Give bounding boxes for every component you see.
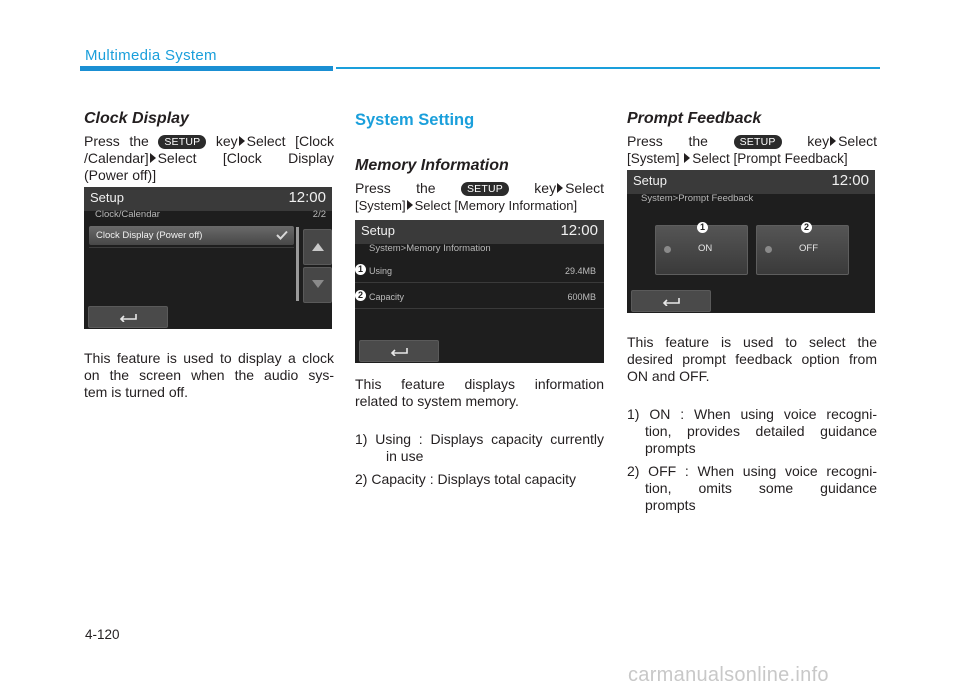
page-indicator: 2/2 <box>312 209 326 220</box>
desc-line: This feature displays information <box>355 376 604 392</box>
memory-row-using <box>355 260 604 283</box>
back-button[interactable] <box>631 290 711 312</box>
arrow-right-icon <box>557 183 563 193</box>
instr-text: Select [Memory Information] <box>414 198 578 213</box>
back-button[interactable] <box>359 340 439 362</box>
list-item: 2) Capacity : Displays total capacity <box>355 471 576 487</box>
scrollbar-track[interactable] <box>296 227 299 301</box>
list-item: 2) OFF : When using voice recogni- <box>627 463 877 479</box>
header-bar-dark <box>80 66 333 71</box>
instr-text: Press the <box>627 133 708 149</box>
instr-text: key <box>807 133 830 149</box>
screen-breadcrumb: Clock/Calendar <box>95 209 160 220</box>
instr-text: Press the <box>355 180 436 196</box>
back-arrow-icon <box>662 296 680 306</box>
setup-key-badge: SETUP <box>461 182 509 196</box>
screen-clock: 12:00 <box>831 172 869 189</box>
memory-heading: Memory Information <box>355 157 509 174</box>
radio-off-icon[interactable] <box>765 246 772 253</box>
instr-text: Select [Clock Display <box>157 150 334 166</box>
option-label: OFF <box>799 243 818 254</box>
num-circle-icon: 2 <box>355 290 366 301</box>
back-button[interactable] <box>88 306 168 328</box>
prompt-heading: Prompt Feedback <box>627 110 762 127</box>
clock-screen <box>84 187 332 329</box>
header-bar-light <box>336 67 880 69</box>
desc-line: ON and OFF. <box>627 368 710 384</box>
memory-instructions <box>355 180 604 214</box>
clock-instructions <box>84 133 334 184</box>
arrow-right-icon <box>150 153 156 163</box>
divider <box>89 247 294 248</box>
row-label: Using <box>369 266 393 276</box>
instr-text: /Calendar] <box>84 150 149 166</box>
instr-text: Press the <box>84 133 149 149</box>
num-circle-icon: 1 <box>697 222 708 233</box>
prompt-instructions <box>627 133 877 167</box>
instr-text: Select <box>565 180 605 196</box>
screen-breadcrumb: System>Memory Information <box>369 243 491 254</box>
row-label: Capacity <box>369 292 405 302</box>
arrow-right-icon <box>830 136 836 146</box>
list-item: tion, provides detailed guidance <box>645 423 877 439</box>
instr-text: [System] <box>355 198 406 213</box>
instr-text: (Power off)] <box>84 167 157 183</box>
instr-text: key <box>534 180 557 196</box>
instr-text: key <box>215 133 238 149</box>
arrow-right-icon <box>684 153 690 163</box>
instr-text: Select [Prompt Feedback] <box>692 151 848 166</box>
chevron-down-icon <box>312 280 324 289</box>
desc-line: desired prompt feedback option from <box>627 351 877 367</box>
arrow-right-icon <box>239 136 245 146</box>
clock-display-item[interactable] <box>89 226 294 245</box>
list-item: prompts <box>645 440 696 456</box>
screen-clock: 12:00 <box>560 222 598 239</box>
instr-text: Select <box>838 133 877 149</box>
clock-heading: Clock Display <box>84 110 189 127</box>
instr-text: Select [Clock <box>246 133 334 149</box>
back-arrow-icon <box>390 346 408 356</box>
row-value: 600MB <box>567 292 596 302</box>
list-item: in use <box>386 448 424 464</box>
checkmark-icon <box>276 230 288 240</box>
num-circle-icon: 2 <box>801 222 812 233</box>
radio-off-icon[interactable] <box>664 246 671 253</box>
prompt-list <box>627 406 877 514</box>
list-item: 1) Using : Displays capacity currently <box>355 431 604 447</box>
arrow-right-icon <box>407 200 413 210</box>
num-circle-icon: 1 <box>355 264 366 275</box>
setup-key-badge: SETUP <box>734 135 782 149</box>
screen-title: Setup <box>90 190 124 205</box>
chevron-up-icon <box>312 242 324 251</box>
system-heading: System Setting <box>355 111 475 129</box>
screen-breadcrumb: System>Prompt Feedback <box>641 193 754 204</box>
clock-description <box>84 350 334 401</box>
back-arrow-icon <box>119 312 137 322</box>
memory-description <box>355 376 604 410</box>
list-item: prompts <box>645 497 696 513</box>
section-title: Multimedia System <box>85 47 217 64</box>
desc-line: This feature is used to select the <box>627 334 877 350</box>
memory-screen <box>355 220 604 363</box>
desc-line: This feature is used to display a clock <box>84 350 334 366</box>
screen-title: Setup <box>633 173 667 188</box>
memory-row-capacity <box>355 286 604 309</box>
screen-title: Setup <box>361 223 395 238</box>
item-label: Clock Display (Power off) <box>96 230 203 241</box>
desc-line: on the screen when the audio sys- <box>84 367 334 383</box>
setup-key-badge: SETUP <box>158 135 206 149</box>
scroll-up-button[interactable] <box>303 229 332 265</box>
list-item: 1) ON : When using voice recogni- <box>627 406 877 422</box>
desc-line: related to system memory. <box>355 393 519 409</box>
option-label: ON <box>698 243 713 254</box>
desc-line: tem is turned off. <box>84 384 189 400</box>
watermark: carmanualsonline.info <box>628 664 829 686</box>
prompt-description <box>627 334 877 385</box>
page-number: 4-120 <box>85 627 120 642</box>
screen-clock: 12:00 <box>288 189 326 206</box>
memory-list <box>355 431 604 488</box>
list-item: tion, omits some guidance <box>645 480 877 496</box>
instr-text: [System] <box>627 151 680 166</box>
prompt-screen <box>627 170 875 313</box>
row-value: 29.4MB <box>564 266 596 276</box>
option-off-button[interactable] <box>756 225 849 275</box>
scroll-down-button[interactable] <box>303 267 332 303</box>
